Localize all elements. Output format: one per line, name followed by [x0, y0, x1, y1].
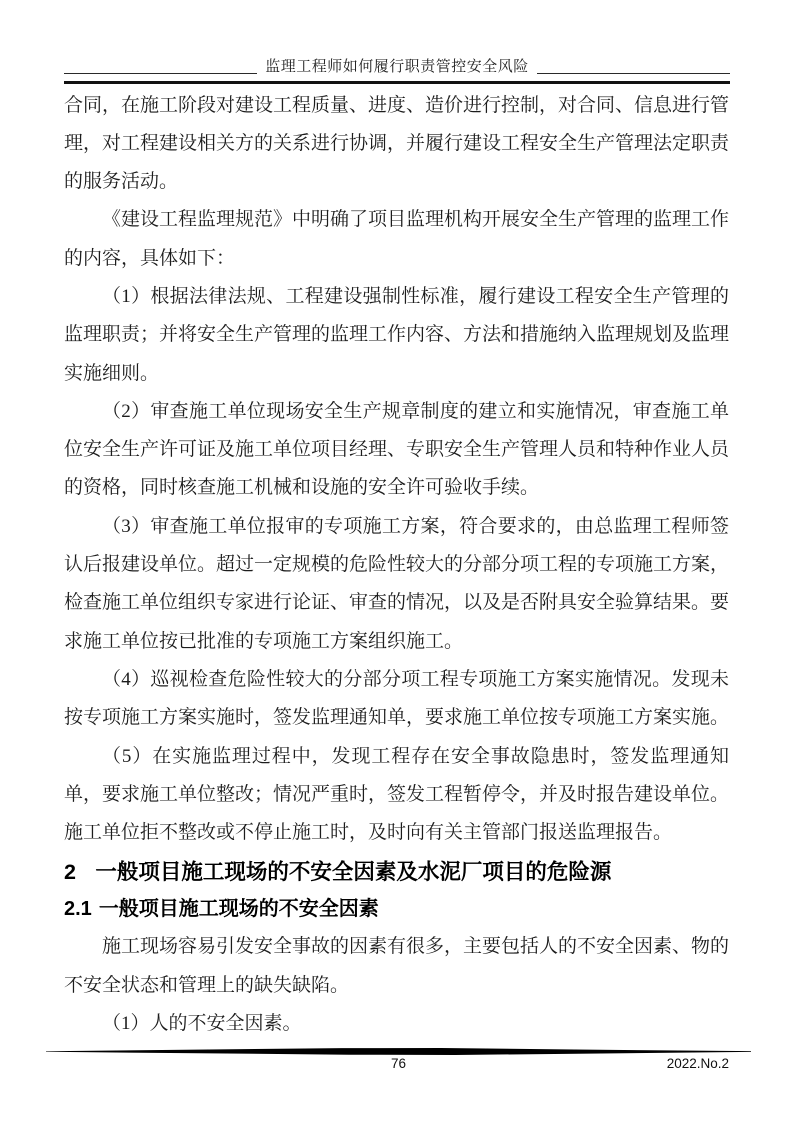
body-paragraph: （5）在实施监理过程中，发现工程存在安全事故隐患时，签发监理通知单，要求施工单位整改；情况严重时，签发工程暂停令，并及时报告建设单位。施工单位拒不整改或不停止施工时，及时向有关主管部门报送监理报告。 [64, 745, 730, 844]
body-paragraph: 施工现场容易引发安全事故的因素有很多，主要包括人的不安全因素、物的不安全状态和管理上的缺失缺陷。 [64, 936, 730, 996]
body-paragraph: （1）根据法律法规、工程建设强制性标准，履行建设工程安全生产管理的监理职责；并将安全生产管理的监理工作内容、方法和措施纳入监理规划及监理实施细则。 [64, 285, 730, 384]
running-header-title: 监理工程师如何履行职责管控安全风险 [265, 59, 529, 75]
page-footer [46, 1048, 751, 1076]
section-heading [64, 857, 729, 887]
body-paragraph: （1）人的不安全因素。 [102, 1013, 302, 1035]
header-right-rule [537, 73, 730, 74]
section-title: 一般项目施工现场的不安全因素及水泥厂项目的危险源 [95, 860, 612, 885]
subsection-heading [64, 896, 729, 922]
body-paragraph: 《建设工程监理规范》中明确了项目监理机构开展安全生产管理的监理工作的内容，具体如下： [64, 209, 730, 269]
footer-separator-rule [46, 1048, 751, 1055]
body-paragraph: （2）审查施工单位现场安全生产规章制度的建立和实施情况，审查施工单位安全生产许可证及施工单位项目经理、专职安全生产管理人员和特种作业人员的资格，同时核查施工机械和设施的安全许可验收手续。 [64, 400, 730, 499]
section-number: 2 [64, 860, 76, 885]
body-paragraph: 合同，在施工阶段对建设工程质量、进度、造价进行控制，对合同、信息进行管理，对工程建设相关方的关系进行协调，并履行建设工程安全生产管理法定职责的服务活动。 [64, 94, 730, 193]
document-body [64, 84, 729, 1044]
header-left-rule [64, 73, 257, 74]
page-number: 76 [390, 1056, 407, 1071]
subsection-title: 一般项目施工现场的不安全因素 [98, 898, 379, 921]
page-header [64, 0, 730, 84]
subsection-number: 2.1 [64, 898, 92, 921]
body-paragraph: （4）巡视检查危险性较大的分部分项工程专项施工方案实施情况。发现未按专项施工方案实施时，签发监理通知单，要求施工单位按专项施工方案实施。 [64, 668, 730, 729]
body-paragraph: （3）审查施工单位报审的专项施工方案，符合要求的，由总监理工程师签认后报建设单位。超过一定规模的危险性较大的分部分项工程的专项施工方案，检查施工单位组织专家进行论证、审查的情况，以及是否附具安全验算结果。要求施工单位按已批准的专项施工方案组织施工。 [64, 515, 730, 652]
issue-label: 2022.No.2 [666, 1056, 729, 1071]
